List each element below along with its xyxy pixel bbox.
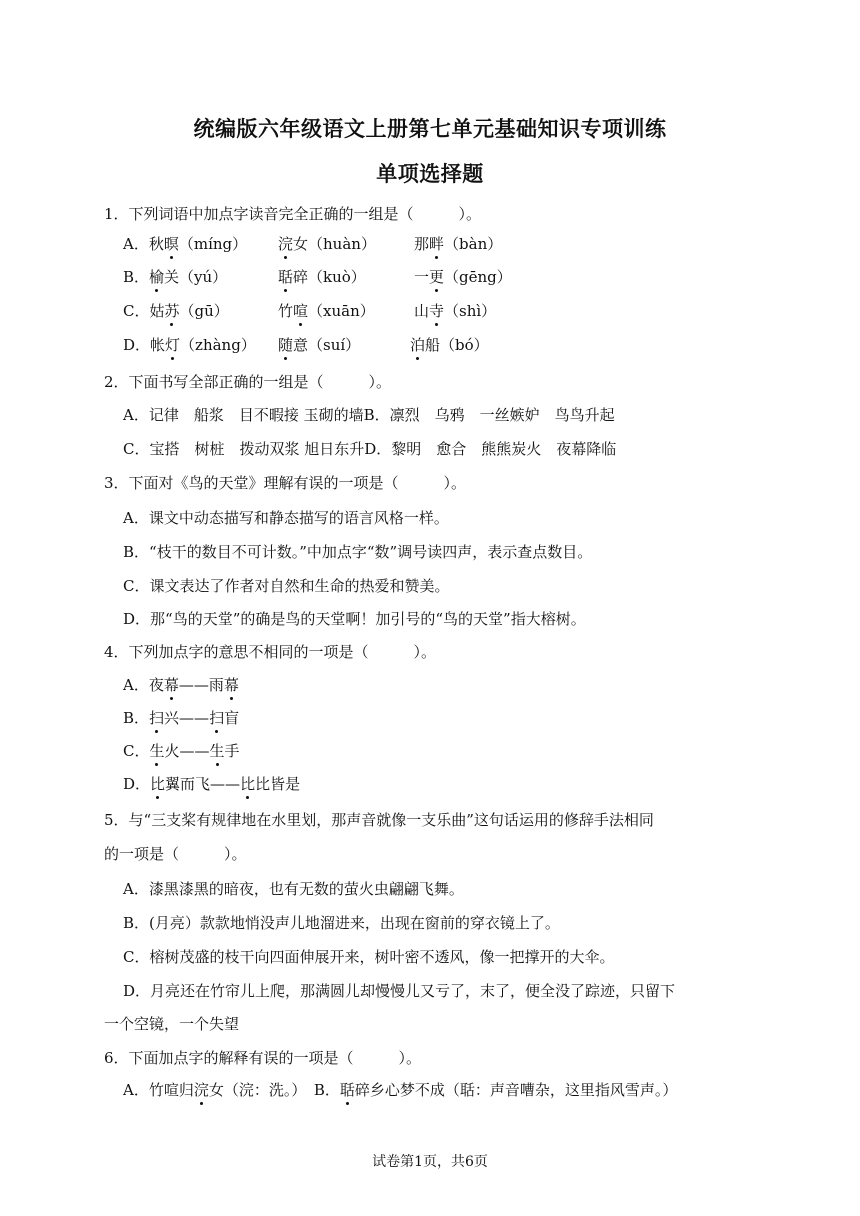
question-1-option-a: A．秋暝（míng） 浣女（huàn） 那畔（bàn） (123, 235, 503, 253)
question-3-option-d: D．那“鸟的天堂”的确是鸟的天堂啊！加引号的“鸟的天堂”指大榕树。 (123, 610, 586, 628)
question-5-stem-line2: 的一项是（ ）。 (104, 845, 247, 863)
question-2-options-ab: A．记律 船浆 目不暇接 玉砌的墙B．凛烈 乌鸦 一丝嫉妒 鸟鸟升起 (123, 406, 615, 424)
question-4-option-b: B．扫兴——扫盲 (123, 709, 240, 727)
question-4-stem: 4．下列加点字的意思不相同的一项是（ ）。 (104, 643, 437, 661)
question-6-stem: 6．下面加点字的解释有误的一项是（ ）。 (104, 1049, 422, 1067)
question-1-option-b: B．榆关（yú） 聒碎（kuò） 一更（gēng） (123, 268, 512, 286)
question-1-option-c: C．姑苏（gū） 竹喧（xuān） 山寺（shì） (123, 302, 497, 320)
question-4-option-a: A．夜幕——雨幕 (123, 676, 239, 694)
question-5-option-c: C．榕树茂盛的枝干向四面伸展开来，树叶密不透风，像一把撑开的大伞。 (123, 948, 615, 966)
question-3-option-c: C．课文表达了作者对自然和生命的热爱和赞美。 (123, 577, 450, 595)
question-5-option-b: B．(月亮）款款地悄没声儿地溜进来，出现在窗前的穿衣镜上了。 (123, 914, 560, 932)
document-title: 统编版六年级语文上册第七单元基础知识专项训练 (193, 116, 667, 141)
question-4-option-c: C．生火——生手 (123, 742, 240, 760)
question-4-option-d: D．比翼而飞——比比皆是 (123, 775, 301, 793)
question-5-option-a: A．漆黑漆黑的暗夜，也有无数的萤火虫翩翩飞舞。 (123, 880, 464, 898)
question-5-option-d-line2: 一个空镜，一个失望 (104, 1015, 240, 1033)
question-6-options-ab: A．竹喧归浣女（浣：洗。） B．聒碎乡心梦不成（聒：声音嘈杂，这里指风雪声。） (123, 1081, 678, 1099)
question-3-option-b: B．“枝干的数目不可计数。”中加点字“数”调号读四声，表示查点数目。 (123, 543, 593, 561)
page-footer: 试卷第1页，共6页 (372, 1154, 488, 1170)
question-5-option-d-line1: D．月亮还在竹帘儿上爬，那满圆儿却慢慢儿又亏了，末了，便全没了踪迹，只留下 (123, 982, 676, 1000)
question-3-option-a: A．课文中动态描写和静态描写的语言风格一样。 (123, 509, 449, 527)
question-1-stem: 1．下列词语中加点字读音完全正确的一组是（ ）。 (104, 205, 482, 223)
question-2-options-cd: C．宝搭 树桩 拨动双浆 旭日东升D．黎明 愈合 熊熊炭火 夜幕降临 (123, 440, 617, 458)
question-2-stem: 2．下面书写全部正确的一组是（ ）。 (104, 373, 392, 391)
question-5-stem-line1: 5．与“三支桨有规律地在水里划，那声音就像一支乐曲”这句话运用的修辞手法相同 (104, 811, 654, 829)
section-heading: 单项选择题 (376, 161, 484, 186)
question-1-option-d: D．帐灯（zhàng） 随意（suí） 泊船（bó） (123, 336, 489, 354)
question-3-stem: 3．下面对《鸟的天堂》理解有误的一项是（ ）。 (104, 474, 467, 492)
